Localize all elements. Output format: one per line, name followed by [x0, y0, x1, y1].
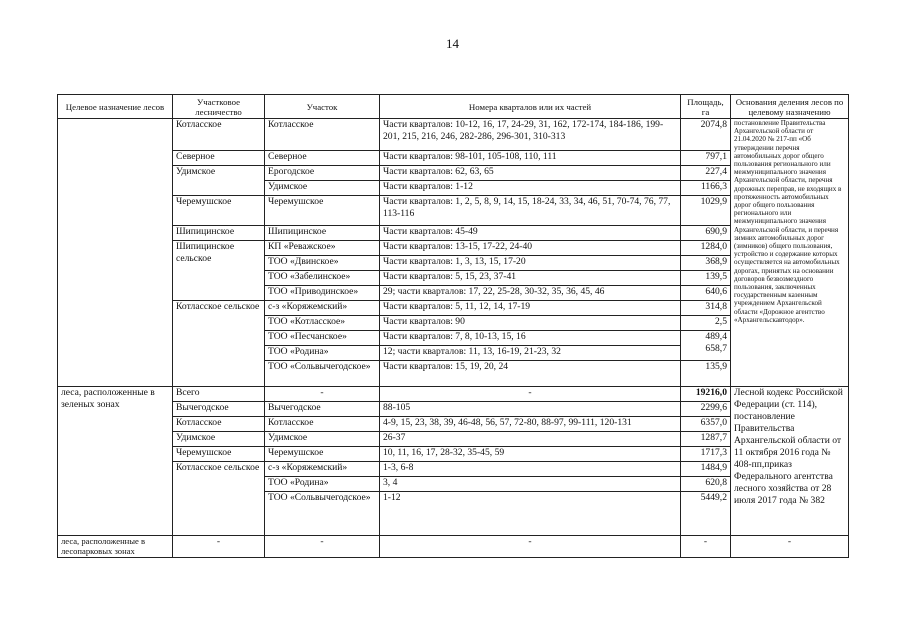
section-cell: с-з «Коряжемский»	[265, 301, 380, 316]
area-cell: 1166,3	[681, 181, 731, 196]
quarters-cell: 26-37	[380, 432, 681, 447]
area-cell: -	[681, 536, 731, 558]
quarters-cell: -	[380, 387, 681, 402]
table-row	[58, 402, 849, 417]
section-cell: -	[265, 536, 380, 558]
quarters-cell: Части кварталов: 1, 3, 13, 15, 17-20	[380, 256, 681, 271]
table-row	[58, 151, 849, 166]
quarters-cell: 12; части кварталов: 11, 13, 16-19, 21-23, 32	[380, 346, 681, 361]
section-cell: ТОО «Двинское»	[265, 256, 380, 271]
section-cell: Северное	[265, 151, 380, 166]
area-cell: 2,5	[681, 316, 731, 331]
area-cell: 640,6	[681, 286, 731, 301]
section-cell: Удимское	[265, 181, 380, 196]
section-cell: с-з «Коряжемский»	[265, 462, 380, 477]
section-cell: Котласское	[265, 417, 380, 432]
district-cell: Котласское	[173, 119, 265, 151]
section-cell: ТОО «Сольвычегодское»	[265, 492, 380, 536]
district-cell: Черемушское	[173, 447, 265, 462]
section-cell: Вычегодское	[265, 402, 380, 417]
quarters-cell: Части кварталов: 5, 11, 12, 14, 17-19	[380, 301, 681, 316]
area-cell: 227,4	[681, 166, 731, 181]
page-number: 14	[446, 36, 459, 51]
section-cell: Черемушское	[265, 447, 380, 462]
area-cell: 135,9	[681, 361, 731, 387]
district-cell: Шипицинское сельское	[173, 241, 265, 301]
district-cell: Котласское сельское	[173, 301, 265, 387]
quarters-cell: 3, 4	[380, 477, 681, 492]
district-cell: Удимское	[173, 432, 265, 447]
area-cell: 1029,9	[681, 196, 731, 226]
header-area: Площадь, га	[681, 95, 731, 119]
district-cell: Вычегодское	[173, 402, 265, 417]
area-cell: 139,5	[681, 271, 731, 286]
basis-cell-group2: Лесной кодекс Российской Федерации (ст. 114), постановление Правительства Архангельской области от 11 октября 2016 года № 408-пп,приказ Федерального агентства лесного хозяйства от 28 июля 2017 года № 382	[731, 387, 849, 536]
area-cell: 1284,0	[681, 241, 731, 256]
area-cell: 1287,7	[681, 432, 731, 447]
basis-cell-group1: постановление Правительства Архангельской области от 21.04.2020 № 217-пп «Об утверждении перечня автомобильных дорог общего пользования регионального или межмуниципального значения Архангельской области, перечня дорожных переправ, не входящих в протяженность автомобильных дорог общего пользования регионального или межмуниципального значения Архангельской области, и перечня зимних автомобильных дорог (зимников) общего пользования, устройство и содержание которых осуществляется на автомобильных дорогах, принятых на основании договоров безвозмездного пользования, заключенных государственным казенным учреждением Архангельской области «Дорожное агентство «Архангельскавтодор».	[731, 119, 849, 387]
area-cell: 314,8	[681, 301, 731, 316]
area-cell-total: 19216,0	[681, 387, 731, 402]
purpose-cell-forest-parks: леса, расположенные в лесопарковых зонах	[58, 536, 173, 558]
area-cell: 6357,0	[681, 417, 731, 432]
area-cell: 620,8	[681, 477, 731, 492]
section-cell: Удимское	[265, 432, 380, 447]
section-cell: ТОО «Сольвычегодское»	[265, 361, 380, 387]
forest-purpose-table	[57, 94, 849, 558]
district-cell: Черемушское	[173, 196, 265, 226]
header-district: Участковое лесничество	[173, 95, 265, 119]
table-row	[58, 447, 849, 462]
area-cell: 368,9	[681, 256, 731, 271]
table-row	[58, 166, 849, 181]
table-row	[58, 536, 849, 558]
area-cell: 690,9	[681, 226, 731, 241]
section-cell: Ерогодское	[265, 166, 380, 181]
quarters-cell: Части кварталов: 10-12, 16, 17, 24-29, 31, 162, 172-174, 184-186, 199-201, 215, 216, 246, 282-286, 296-301, 310-313	[380, 119, 681, 151]
table-header-row	[58, 95, 849, 119]
table-row	[58, 462, 849, 477]
purpose-cell-green-zones: леса, расположенные в зеленых зонах	[58, 387, 173, 536]
quarters-cell: 29; части кварталов: 17, 22, 25-28, 30-32, 35, 36, 45, 46	[380, 286, 681, 301]
quarters-cell: 1-12	[380, 492, 681, 536]
area-cell: 2074,8	[681, 119, 731, 151]
header-purpose: Целевое назначение лесов	[58, 95, 173, 119]
area-cell: 1717,3	[681, 447, 731, 462]
table-row-total	[58, 387, 849, 402]
section-cell: ТОО «Песчанское»	[265, 331, 380, 346]
quarters-cell: Части кварталов: 62, 63, 65	[380, 166, 681, 181]
area-cell: 2299,6	[681, 402, 731, 417]
quarters-cell: Части кварталов: 7, 8, 10-13, 15, 16	[380, 331, 681, 346]
district-cell: Удимское	[173, 166, 265, 196]
quarters-cell: Части кварталов: 1-12	[380, 181, 681, 196]
section-cell: ТОО «Котласское»	[265, 316, 380, 331]
area-cell: 1484,9	[681, 462, 731, 477]
table-row	[58, 417, 849, 432]
quarters-cell: Части кварталов: 1, 2, 5, 8, 9, 14, 15, 18-24, 33, 34, 46, 51, 70-74, 76, 77, 113-116	[380, 196, 681, 226]
section-cell: ТОО «Родина»	[265, 346, 380, 361]
quarters-cell: Части кварталов: 98-101, 105-108, 110, 111	[380, 151, 681, 166]
district-cell: Котласское	[173, 417, 265, 432]
quarters-cell: -	[380, 536, 681, 558]
district-cell: Северное	[173, 151, 265, 166]
area-value: 489,4	[705, 331, 727, 342]
table-row	[58, 119, 849, 151]
table-row	[58, 196, 849, 226]
section-cell: КП «Реважское»	[265, 241, 380, 256]
quarters-cell: 88-105	[380, 402, 681, 417]
district-cell: -	[173, 536, 265, 558]
quarters-cell: Части кварталов: 13-15, 17-22, 24-40	[380, 241, 681, 256]
area-cell: 797,1	[681, 151, 731, 166]
section-cell: Шипицинское	[265, 226, 380, 241]
section-cell: ТОО «Родина»	[265, 477, 380, 492]
table-row	[58, 241, 849, 256]
quarters-cell: 4-9, 15, 23, 38, 39, 46-48, 56, 57, 72-80, 88-97, 99-111, 120-131	[380, 417, 681, 432]
header-quarters: Номера кварталов или их частей	[380, 95, 681, 119]
district-cell: Котласское сельское	[173, 462, 265, 536]
table-row	[58, 226, 849, 241]
quarters-cell: 1-3, 6-8	[380, 462, 681, 477]
district-cell: Шипицинское	[173, 226, 265, 241]
section-cell: ТОО «Забелинское»	[265, 271, 380, 286]
table-row	[58, 301, 849, 316]
area-cell-merged	[681, 331, 731, 361]
header-section: Участок	[265, 95, 380, 119]
quarters-cell: 10, 11, 16, 17, 28-32, 35-45, 59	[380, 447, 681, 462]
area-value: 658,7	[705, 342, 727, 354]
section-cell: Котласское	[265, 119, 380, 151]
district-cell: Всего	[173, 387, 265, 402]
section-cell: Черемушское	[265, 196, 380, 226]
area-cell: 5449,2	[681, 492, 731, 536]
section-cell: ТОО «Приводинское»	[265, 286, 380, 301]
quarters-cell: Части кварталов: 5, 15, 23, 37-41	[380, 271, 681, 286]
table-row	[58, 432, 849, 447]
quarters-cell: Части кварталов: 45-49	[380, 226, 681, 241]
header-basis: Основания деления лесов по целевому назначению	[731, 95, 849, 119]
quarters-cell: Части кварталов: 90	[380, 316, 681, 331]
purpose-cell-group1	[58, 119, 173, 387]
section-cell: -	[265, 387, 380, 402]
quarters-cell: Части кварталов: 15, 19, 20, 24	[380, 361, 681, 387]
basis-cell: -	[731, 536, 849, 558]
